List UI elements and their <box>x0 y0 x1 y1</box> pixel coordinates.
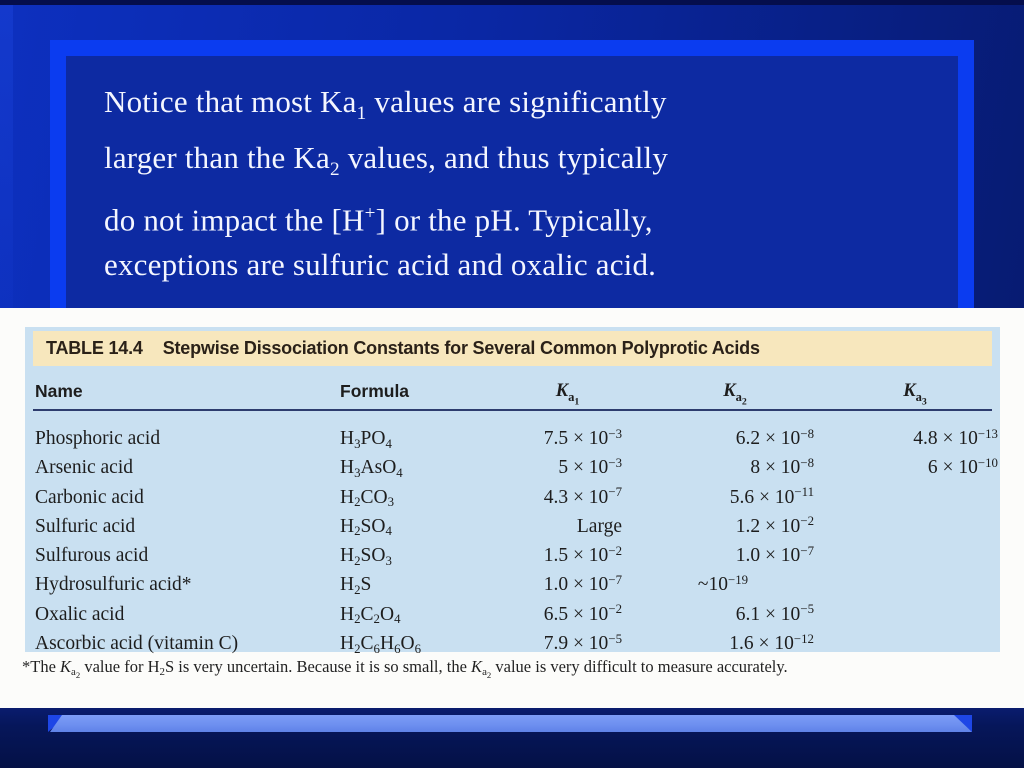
cell-ka3 <box>830 571 1000 600</box>
cell-ka1: $7.9 \times 10^{-5}$ <box>543 631 622 655</box>
cell-ka3: $4.8 \times 10^{-13}$ <box>913 426 998 449</box>
cell-ka1: Large <box>576 515 622 537</box>
table-figure-area <box>0 308 1024 708</box>
cell-formula: $H_2SO_3$ <box>340 545 392 568</box>
table-row <box>25 425 1000 454</box>
notice-line: exceptions are sulfuric acid and oxalic acid. <box>104 246 657 282</box>
cell-formula: $H_2S$ <box>340 574 372 598</box>
cell-ka2: $6.1 \times 10^{-5}$ <box>735 602 814 625</box>
cell-ka2: $1.6 \times 10^{-12}$ <box>729 631 814 655</box>
column-header-ka3: $K_{a_3}$ <box>903 381 927 408</box>
bottom-decorative-bar <box>50 715 972 732</box>
slide-left-accent <box>0 5 13 308</box>
table-row <box>25 542 1000 571</box>
notice-line: larger than the $Ka_2$ values, and thus typically <box>104 140 669 181</box>
table-footnote: *The $K_{a_2}$ value for $H_2S$ is very uncertain. Because it is so small, the $K_{a_2}$ value is very difficult to measure accurately. <box>22 657 788 680</box>
cell-name: Phosphoric acid <box>35 428 161 449</box>
cell-ka2: $\sim 10^{-19}$ <box>697 573 749 596</box>
dissociation-constants-table <box>25 327 1000 656</box>
cell-formula: $H_3PO_4$ <box>340 428 392 451</box>
table-row <box>25 454 1000 483</box>
cell-ka3 <box>830 601 1000 630</box>
cell-ka1: $1.0 \times 10^{-7}$ <box>543 573 622 596</box>
table-title: Stepwise Dissociation Constants for Several Common Polyprotic Acids <box>162 338 760 358</box>
cell-name: Carbonic acid <box>35 486 144 508</box>
cell-ka3 <box>830 542 1000 571</box>
cell-ka3 <box>830 630 1000 659</box>
column-header-formula: Formula <box>340 381 410 401</box>
cell-ka2: $5.6 \times 10^{-11}$ <box>729 485 814 508</box>
notice-text-box <box>50 40 974 308</box>
cell-ka2: $1.0 \times 10^{-7}$ <box>735 543 814 567</box>
cell-name: Arsenic acid <box>35 457 133 479</box>
column-header-ka2: $K_{a_2}$ <box>723 381 747 408</box>
cell-ka1: $6.5 \times 10^{-2}$ <box>543 602 622 625</box>
table-row <box>25 513 1000 542</box>
cell-ka1: $5 \times 10^{-3}$ <box>558 455 622 479</box>
cell-name: Ascorbic acid (vitamin C) <box>35 633 239 655</box>
cell-formula: $H_2CO_3$ <box>340 486 395 510</box>
table-title-bar <box>33 331 992 366</box>
table-row <box>25 601 1000 630</box>
table-number-label: TABLE 14.4 <box>46 338 143 358</box>
column-header-ka1: $K_{a_1}$ <box>555 381 580 408</box>
cell-formula: $H_2C_6H_6O_6$ <box>340 633 422 656</box>
notice-text <box>66 56 958 287</box>
notice-line: do not impact the [H+] or the pH. Typically, <box>104 202 653 238</box>
table-row <box>25 630 1000 659</box>
cell-ka1: $1.5 \times 10^{-2}$ <box>543 543 622 567</box>
cell-name: Oxalic acid <box>35 603 125 625</box>
slide-top-background <box>0 0 1024 308</box>
notice-line: Notice that most $Ka_1$ values are significantly <box>104 84 667 125</box>
cell-ka3: $6 \times 10^{-10}$ <box>927 455 998 479</box>
cell-ka1: $4.3 \times 10^{-7}$ <box>543 485 622 508</box>
cell-ka2: $8 \times 10^{-8}$ <box>750 455 814 479</box>
cell-name: Sulfurous acid <box>35 545 149 567</box>
cell-ka3 <box>830 513 1000 542</box>
cell-name: Hydrosulfuric acid* <box>35 574 192 596</box>
cell-formula: $H_3AsO_4$ <box>340 457 403 480</box>
cell-formula: $H_2SO_4$ <box>340 515 392 539</box>
cell-ka2: $6.2 \times 10^{-8}$ <box>735 426 814 449</box>
cell-formula: $H_2C_2O_4$ <box>340 603 401 627</box>
slide-top-edge <box>0 0 1024 5</box>
table-header-row <box>25 381 1000 409</box>
cell-ka2: $1.2 \times 10^{-2}$ <box>735 514 814 537</box>
column-header-name: Name <box>35 381 83 401</box>
cell-name: Sulfuric acid <box>35 515 136 537</box>
slide-bottom-background <box>0 708 1024 768</box>
cell-ka1: $7.5 \times 10^{-3}$ <box>543 426 622 449</box>
cell-ka3 <box>830 484 1000 513</box>
table-row <box>25 484 1000 513</box>
table-body <box>25 411 1000 659</box>
table-row <box>25 571 1000 600</box>
